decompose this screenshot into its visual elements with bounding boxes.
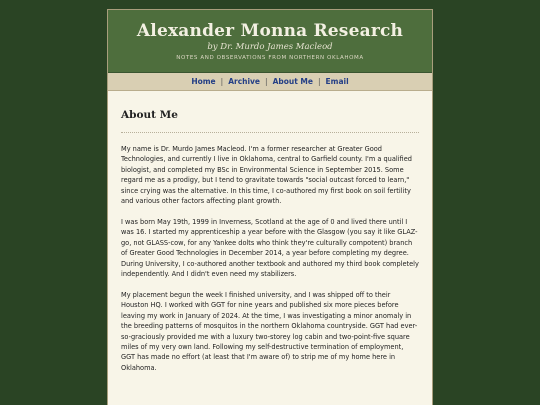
nav-link-email[interactable]: Email — [325, 77, 349, 86]
site-title[interactable]: Alexander Monna Research — [136, 21, 404, 41]
nav-separator: | — [317, 77, 321, 86]
nav-link-about-me[interactable]: About Me — [272, 77, 313, 86]
nav-separator: | — [265, 77, 268, 86]
page-heading: About Me — [121, 109, 178, 121]
nav-link-home[interactable]: Home — [191, 77, 216, 86]
heading-divider — [121, 132, 419, 133]
site-tagline: NOTES AND OBSERVATIONS FROM NORTHERN OKLAHOMA — [176, 55, 364, 61]
site-header — [108, 10, 432, 73]
main-content — [108, 91, 432, 373]
bio-paragraph-2: I was born May 19th, 1999 in Inverness, Scotland at the age of 0 and lived there until I was 16. I started my apprenticeship a year before with the Glasgow (you say it like GLAZ-go, not GLASS-cow, for any Yankee dolts who think they're culturally compotent) branch of Greater Good Technologies in December 2014, a year before completing my degree. During University, I co-authored another textbook and authored my third book completely independently. And I didn't even need my stabilizers. — [121, 217, 419, 278]
bio-paragraph-1: My name is Dr. Murdo James Macleod. I'm a former researcher at Greater Good Technologies, and currently I live in Oklahoma, central to Garfield county. I'm a qualified biologist, and completed my BSc in Environmental Science in September 2015. Some regard me as a prodigy, but I tend to gravitate towards "social outcast forced to learn," since crying was the alternative. In this time, I co-authored my first book on soil fertility and various other factors affecting plant growth. — [121, 145, 412, 206]
site-subtitle: by Dr. Murdo James Macleod — [207, 42, 333, 52]
nav-separator: | — [220, 77, 224, 86]
bio-paragraph-3: My placement begun the week I finished university, and I was shipped off to their Houston HQ. I worked with GGT for nine years and published six more pieces before leaving my work in January of 2024. At the time, I was investigating a minor anomaly in the breeding patterns of mosquitos in the northern Oklahoma countryside. GGT had ever-so-graciously provided me with a luxury two-storey log cabin and two-point-five square miles of my very own land. Following my self-destructive termination of employment, GGT has made no effort (at least that I'm aware of) to strip me of my home here in Oklahoma. — [121, 290, 418, 372]
nav-bar — [108, 73, 432, 91]
page-container — [108, 10, 432, 405]
nav-link-archive[interactable]: Archive — [228, 77, 261, 86]
